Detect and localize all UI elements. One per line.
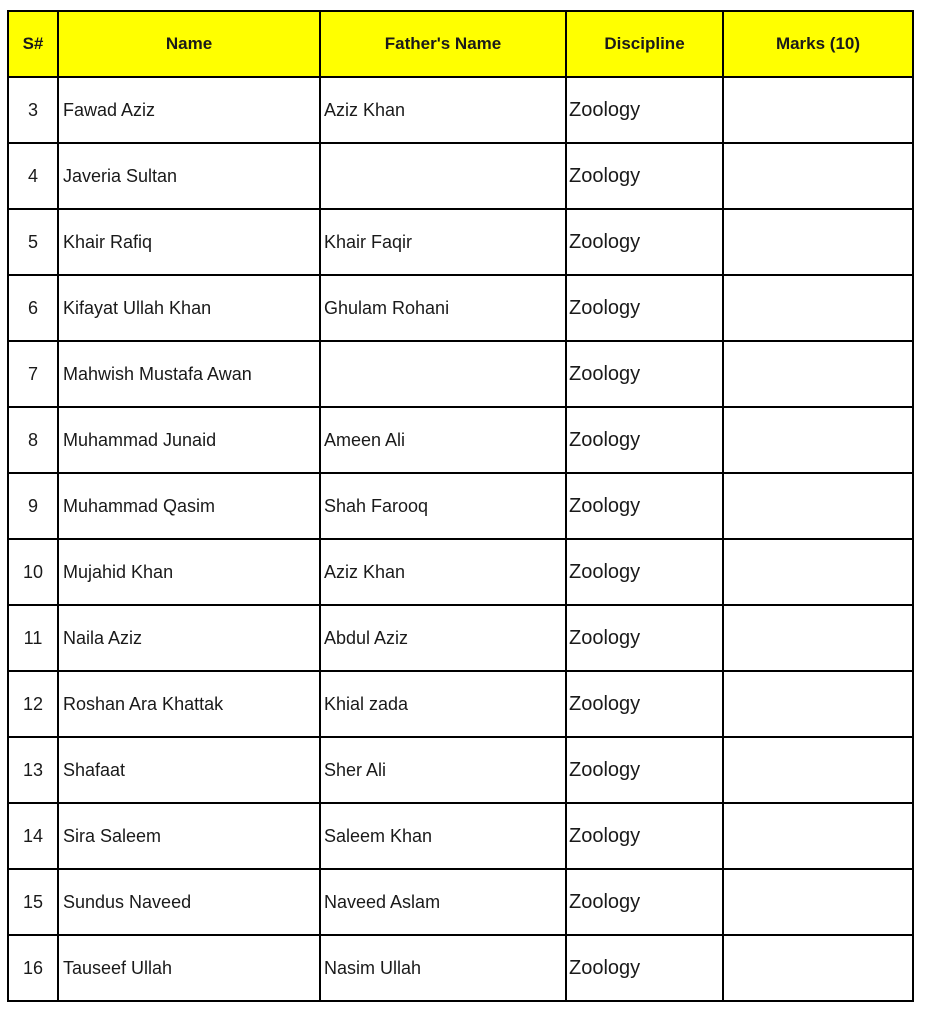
cell-name: Naila Aziz (58, 605, 320, 671)
cell-discipline: Zoology (566, 935, 723, 1001)
cell-name: Khair Rafiq (58, 209, 320, 275)
cell-father-name (320, 143, 566, 209)
cell-serial-number: 4 (8, 143, 58, 209)
table-row (8, 143, 913, 209)
cell-name: Sundus Naveed (58, 869, 320, 935)
table-header (8, 11, 913, 77)
cell-marks[interactable] (723, 935, 913, 1001)
table-row (8, 341, 913, 407)
cell-discipline: Zoology (566, 671, 723, 737)
cell-father-name: Ameen Ali (320, 407, 566, 473)
cell-marks[interactable] (723, 275, 913, 341)
table-row (8, 605, 913, 671)
cell-serial-number: 15 (8, 869, 58, 935)
cell-discipline: Zoology (566, 737, 723, 803)
cell-discipline: Zoology (566, 341, 723, 407)
cell-father-name: Shah Farooq (320, 473, 566, 539)
cell-name: Mahwish Mustafa Awan (58, 341, 320, 407)
cell-father-name: Aziz Khan (320, 539, 566, 605)
cell-marks[interactable] (723, 539, 913, 605)
cell-discipline: Zoology (566, 803, 723, 869)
cell-father-name: Naveed Aslam (320, 869, 566, 935)
cell-father-name: Abdul Aziz (320, 605, 566, 671)
cell-marks[interactable] (723, 473, 913, 539)
cell-discipline: Zoology (566, 407, 723, 473)
header-name: Name (58, 11, 320, 77)
cell-discipline: Zoology (566, 143, 723, 209)
cell-name: Fawad Aziz (58, 77, 320, 143)
cell-marks[interactable] (723, 869, 913, 935)
table-row (8, 539, 913, 605)
student-marks-table (7, 10, 914, 1002)
table-row (8, 473, 913, 539)
cell-serial-number: 11 (8, 605, 58, 671)
cell-name: Tauseef Ullah (58, 935, 320, 1001)
table-row (8, 275, 913, 341)
table-row (8, 935, 913, 1001)
cell-serial-number: 5 (8, 209, 58, 275)
cell-marks[interactable] (723, 77, 913, 143)
header-marks: Marks (10) (723, 11, 913, 77)
cell-marks[interactable] (723, 341, 913, 407)
cell-father-name: Aziz Khan (320, 77, 566, 143)
cell-father-name: Saleem Khan (320, 803, 566, 869)
cell-marks[interactable] (723, 605, 913, 671)
table-row (8, 671, 913, 737)
cell-discipline: Zoology (566, 869, 723, 935)
table-row (8, 803, 913, 869)
cell-father-name: Khair Faqir (320, 209, 566, 275)
cell-father-name: Ghulam Rohani (320, 275, 566, 341)
header-row (8, 11, 913, 77)
cell-father-name: Nasim Ullah (320, 935, 566, 1001)
cell-serial-number: 14 (8, 803, 58, 869)
table-row (8, 407, 913, 473)
header-father-name: Father's Name (320, 11, 566, 77)
cell-serial-number: 13 (8, 737, 58, 803)
cell-name: Kifayat Ullah Khan (58, 275, 320, 341)
cell-marks[interactable] (723, 209, 913, 275)
cell-marks[interactable] (723, 143, 913, 209)
cell-discipline: Zoology (566, 539, 723, 605)
cell-serial-number: 16 (8, 935, 58, 1001)
cell-serial-number: 6 (8, 275, 58, 341)
cell-discipline: Zoology (566, 275, 723, 341)
cell-serial-number: 9 (8, 473, 58, 539)
cell-name: Muhammad Qasim (58, 473, 320, 539)
table-body (8, 77, 913, 1001)
cell-discipline: Zoology (566, 473, 723, 539)
cell-father-name: Khial zada (320, 671, 566, 737)
cell-discipline: Zoology (566, 209, 723, 275)
cell-marks[interactable] (723, 737, 913, 803)
cell-serial-number: 12 (8, 671, 58, 737)
cell-name: Javeria Sultan (58, 143, 320, 209)
cell-marks[interactable] (723, 803, 913, 869)
header-discipline: Discipline (566, 11, 723, 77)
cell-father-name (320, 341, 566, 407)
table-row (8, 209, 913, 275)
table-row (8, 737, 913, 803)
cell-discipline: Zoology (566, 77, 723, 143)
cell-serial-number: 8 (8, 407, 58, 473)
cell-discipline: Zoology (566, 605, 723, 671)
cell-name: Roshan Ara Khattak (58, 671, 320, 737)
cell-serial-number: 3 (8, 77, 58, 143)
header-serial-number: S# (8, 11, 58, 77)
cell-serial-number: 7 (8, 341, 58, 407)
cell-name: Shafaat (58, 737, 320, 803)
table-row (8, 869, 913, 935)
cell-name: Mujahid Khan (58, 539, 320, 605)
cell-marks[interactable] (723, 407, 913, 473)
cell-father-name: Sher Ali (320, 737, 566, 803)
cell-name: Muhammad Junaid (58, 407, 320, 473)
cell-marks[interactable] (723, 671, 913, 737)
cell-name: Sira Saleem (58, 803, 320, 869)
table-row (8, 77, 913, 143)
cell-serial-number: 10 (8, 539, 58, 605)
